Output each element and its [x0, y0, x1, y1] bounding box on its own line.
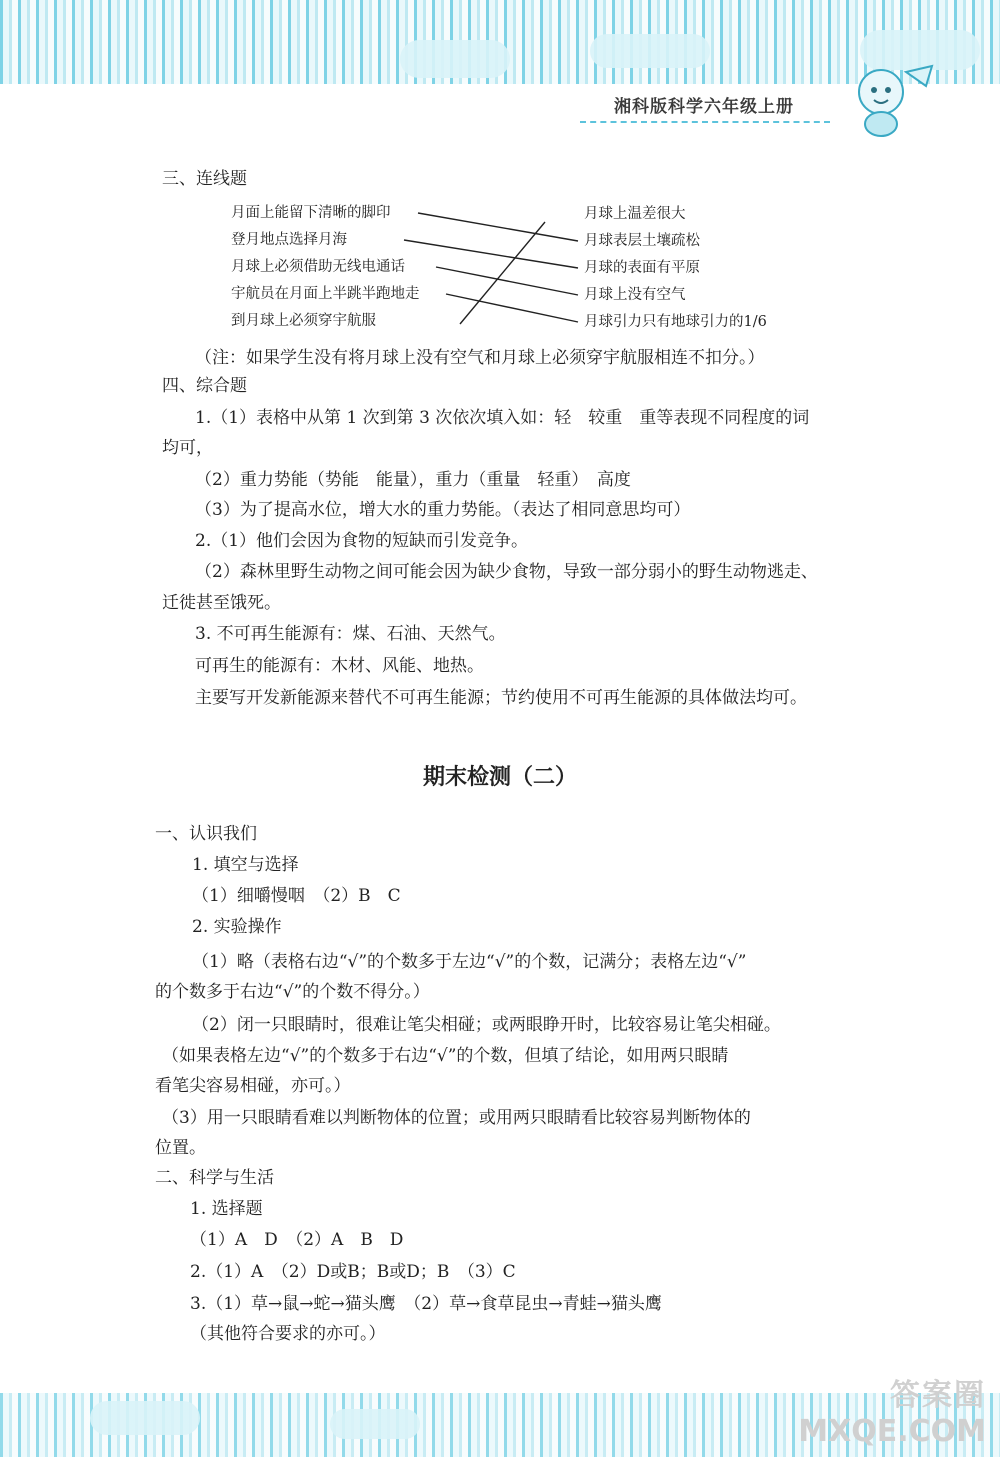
match-left-item: 宇航员在月面上半跳半跑地走: [231, 286, 420, 302]
answer-line: （1）略（表格右边“√”的个数多于左边“√”的个数，记满分；表格左边“√”: [192, 952, 747, 972]
answer-line: （3）用一只眼睛看难以判断物体的位置；或用两只眼睛看比较容易判断物体的: [162, 1108, 751, 1128]
answer-line: 1.（1）表格中从第 1 次到第 3 次依次填入如：轻 较重 重等表现不同程度的词: [195, 408, 810, 428]
match-right-item: 月球上温差很大: [584, 206, 686, 222]
answer-line: 主要写开发新能源来替代不可再生能源；节约使用不可再生能源的具体做法均可。: [195, 688, 807, 708]
match-left-item: 登月地点选择月海: [231, 232, 347, 248]
note-text: （注：如果学生没有将月球上没有空气和月球上必须穿宇航服相连不扣分。）: [195, 348, 765, 368]
answer-line: 可再生的能源有：木材、风能、地热。: [195, 656, 484, 676]
answer-line: （2）闭一只眼睛时，很难让笔尖相碰；或两眼睁开时，比较容易让笔尖相碰。: [192, 1015, 781, 1035]
match-left-item: 到月球上必须穿宇航服: [231, 313, 376, 329]
answer-line: （如果表格左边“√”的个数多于右边“√”的个数，但填了结论，如用两只眼睛: [162, 1046, 729, 1066]
answer-line: 均可，: [162, 438, 213, 458]
answer-line: 1. 填空与选择: [192, 855, 299, 875]
match-right-item: 月球表层土壤疏松: [584, 233, 700, 249]
watermark-url: MXQE.COM: [798, 1414, 986, 1449]
section-heading: 四、综合题: [162, 376, 247, 396]
answer-line: 看笔尖容易相碰，亦可。）: [155, 1076, 351, 1096]
match-left-item: 月球上必须借助无线电通话: [231, 259, 405, 275]
cloud-decoration: [330, 1409, 420, 1439]
answer-line: （1）细嚼慢咽 （2）B C: [192, 886, 401, 906]
answer-line: 迁徙甚至饿死。: [162, 593, 281, 613]
answer-line: （2）森林里野生动物之间可能会因为缺少食物，导致一部分弱小的野生动物逃走、: [195, 562, 818, 582]
section-heading: 三、连线题: [162, 169, 247, 189]
match-left-item: 月面上能留下清晰的脚印: [231, 205, 391, 221]
answer-line: 一、认识我们: [155, 824, 257, 844]
watermark-text: 答案圈: [890, 1378, 986, 1413]
answer-line: 3.（1）草→鼠→蛇→猫头鹰 （2）草→食草昆虫→青蛙→猫头鹰: [190, 1294, 662, 1314]
match-line: [460, 222, 545, 324]
page-section-title: 期末检测（二）: [422, 765, 577, 790]
answer-line: 2.（1）他们会因为食物的短缺而引发竞争。: [195, 531, 529, 551]
answer-line: 1. 选择题: [190, 1199, 263, 1219]
answer-line: 二、科学与生活: [155, 1168, 274, 1188]
match-right-item: 月球引力只有地球引力的1/6: [584, 314, 767, 330]
answer-line: （其他符合要求的亦可。）: [190, 1324, 386, 1344]
match-line: [418, 213, 578, 241]
match-line: [436, 267, 578, 295]
answer-line: （2）重力势能（势能 能量），重力（重量 轻重） 高度: [195, 470, 631, 490]
match-right-item: 月球的表面有平原: [584, 260, 700, 276]
match-line: [404, 240, 578, 268]
answer-line: 3. 不可再生能源有：煤、石油、天然气。: [195, 624, 506, 644]
book-title: 湘科版科学六年级上册: [614, 97, 794, 117]
answer-line: （1）A D （2）A B D: [190, 1230, 404, 1250]
answer-line: 2.（1）A （2）D或B；B或D；B （3）C: [190, 1262, 516, 1282]
answer-line: 位置。: [155, 1138, 206, 1158]
watermark: [798, 1370, 986, 1449]
answer-line: 的个数多于右边“√”的个数不得分。）: [155, 982, 430, 1002]
cloud-decoration: [90, 1401, 200, 1435]
answer-line: （3）为了提高水位，增大水的重力势能。（表达了相同意思均可）: [195, 500, 691, 520]
answer-line: 2. 实验操作: [192, 917, 282, 937]
matching-lines: [0, 0, 1000, 400]
match-right-item: 月球上没有空气: [584, 287, 686, 303]
